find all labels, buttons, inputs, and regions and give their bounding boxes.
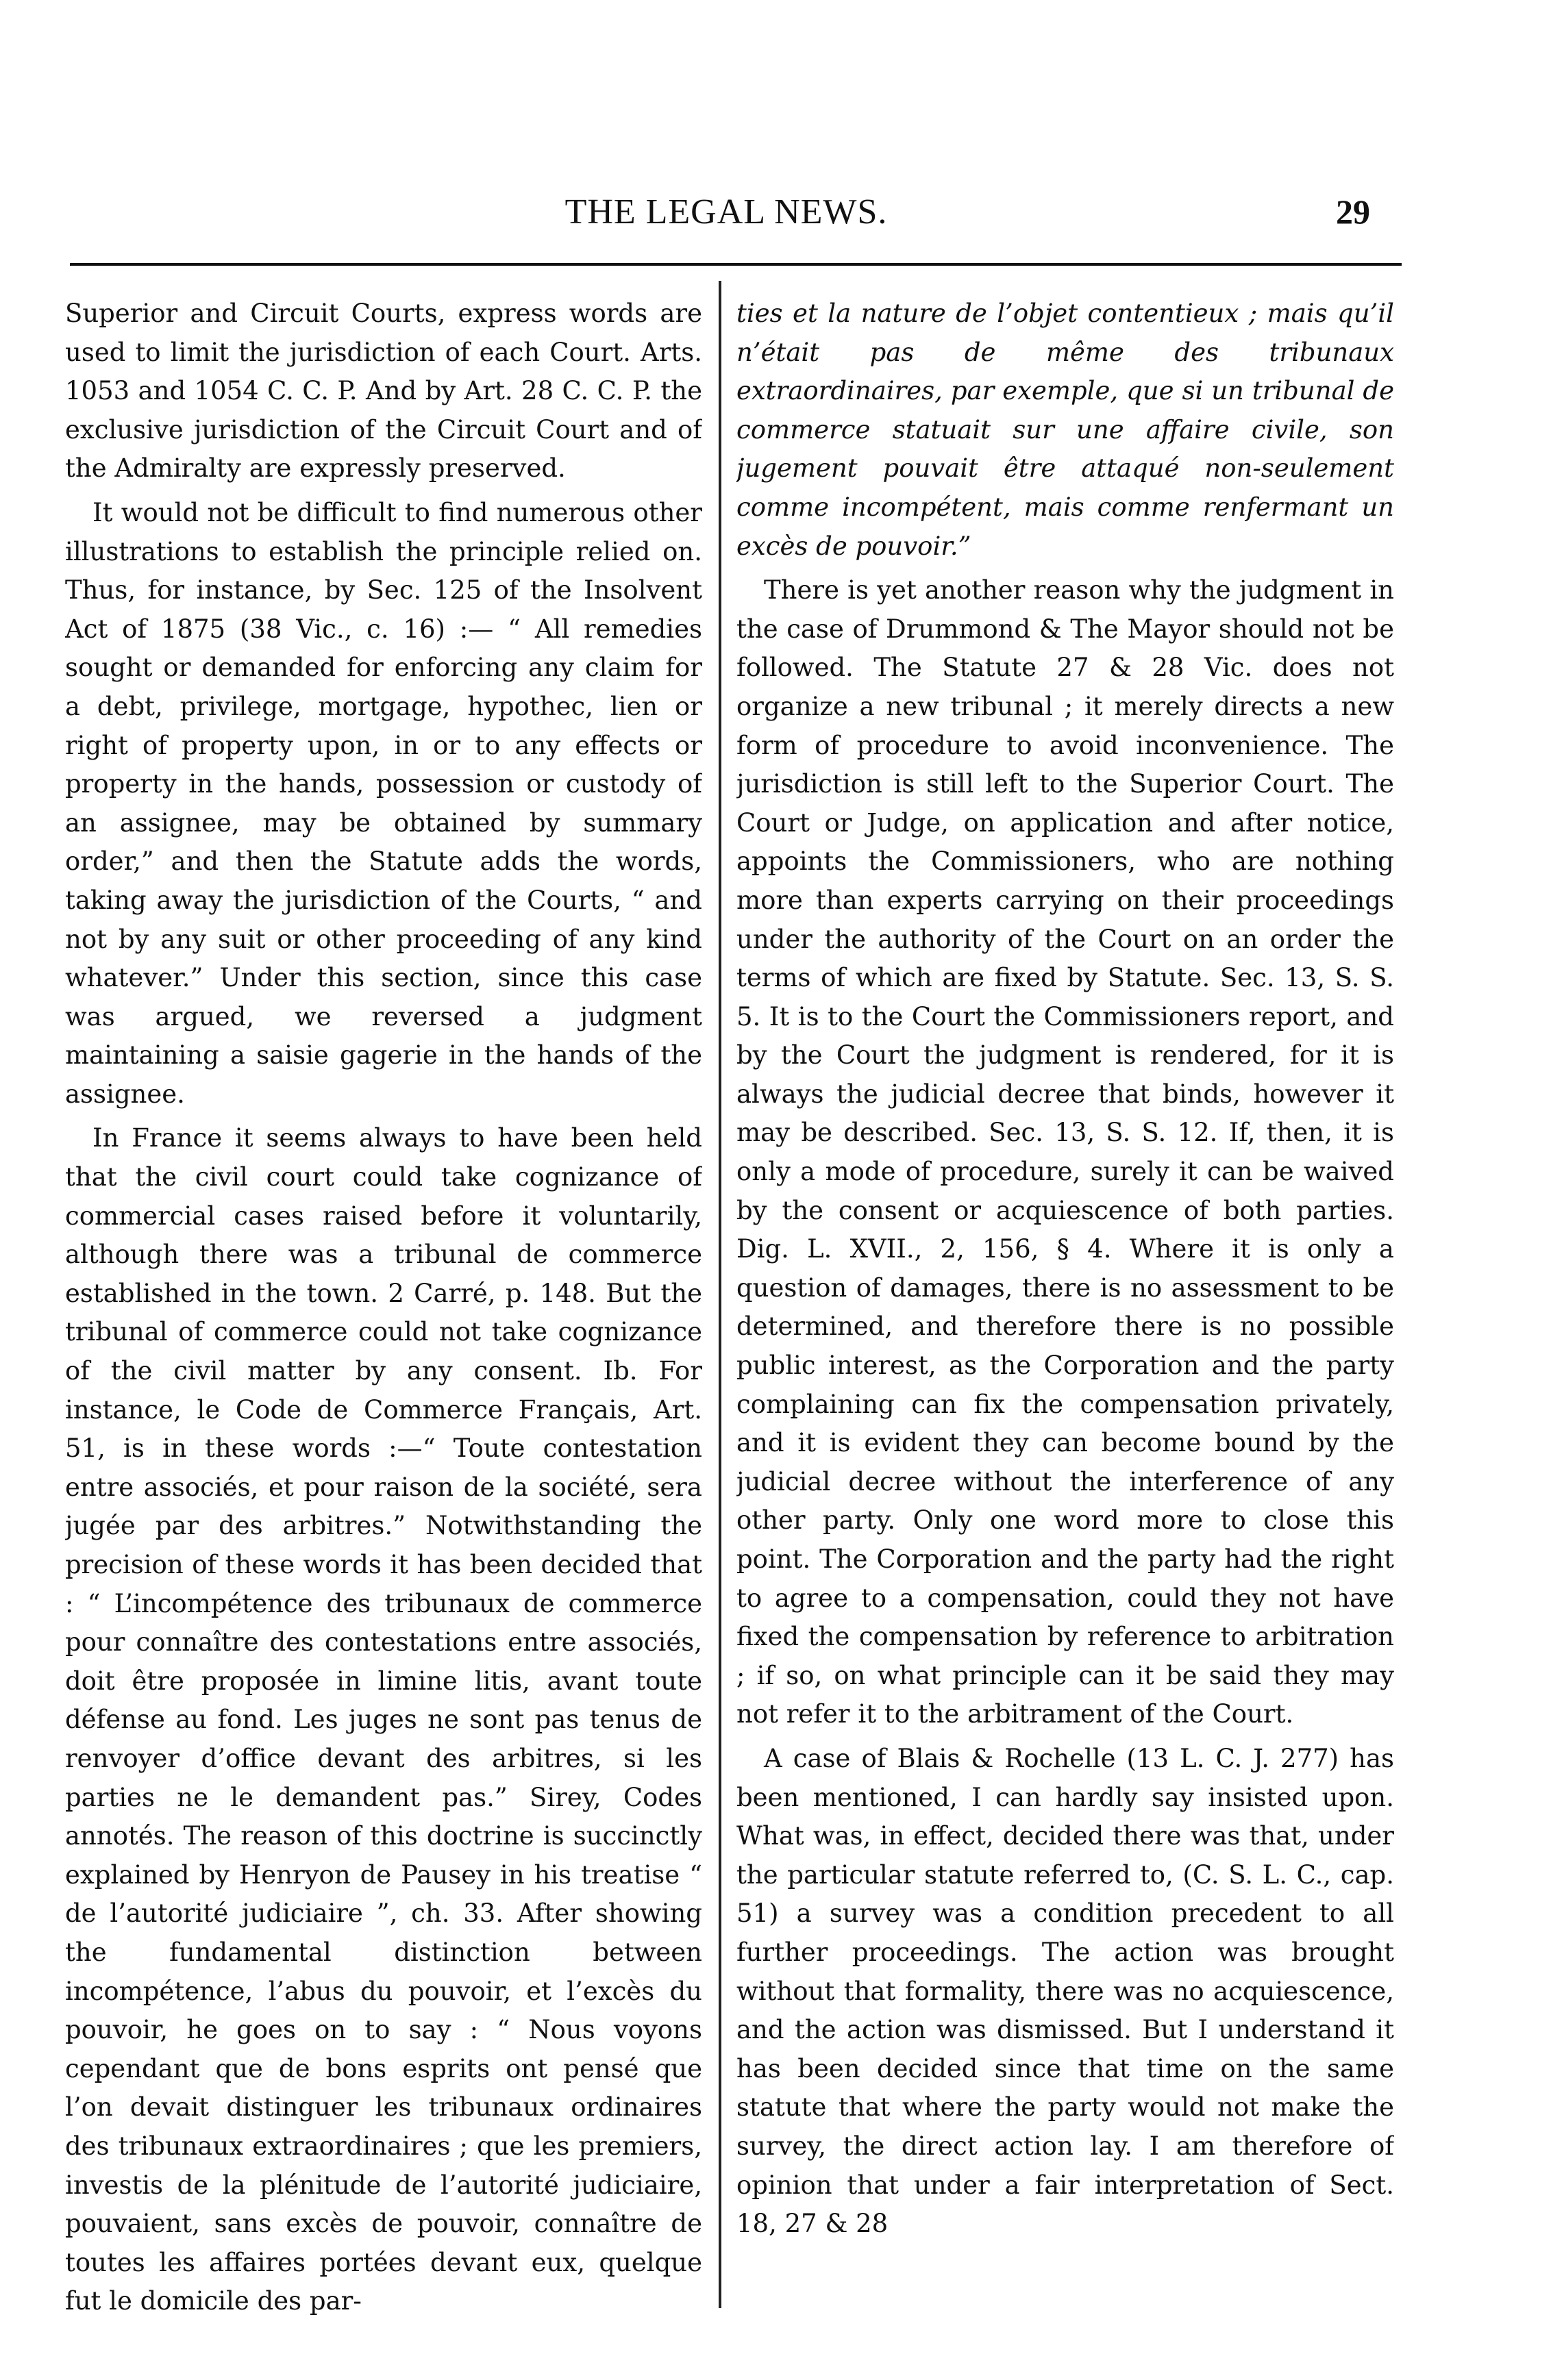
header-rule: [70, 263, 1402, 266]
paragraph: A case of Blais & Rochelle (13 L. C. J. 277) has been mentioned, I can hardly say insisted upon. What was, in effect, decided there was that, under the particular statute referred to, (C. S. L. C., cap. 51) a survey was a condition precedent to all further proceedings. The action was brought without that formality, there was no acquiescence, and the action was dismissed. But I understand it has been decided since that time on the same statute that where the party would not make the survey, the direct action lay. I am therefore of opinion that under a fair interpretation of Sect. 18, 27 & 28: [736, 1743, 1394, 2239]
running-title: THE LEGAL NEWS.: [564, 192, 888, 231]
paragraph: It would not be difficult to find numerous other illustrations to establish the principle relied on. Thus, for instance, by Sec. 125 of the Insolvent Act of 1875 (38 Vic., c. 16) :— “ All remedies sought or demanded for enforcing any claim for a debt, privilege, mortgage, hypothec, lien or right of property upon, in or to any effects or property in the hands, possession or custody of an assignee, may be obtained by summary order,” and then the Statute adds the words, taking away the jurisdiction of the Courts, “ and not by any suit or other proceeding of any kind whatever.” Under this section, since this case was argued, we reversed a judgment maintaining a saisie gagerie in the hands of the assignee.: [65, 497, 702, 1109]
page-header: [41, 171, 1411, 240]
right-column: [736, 295, 1394, 2322]
column-divider: [719, 281, 721, 2308]
page-number: 29: [1336, 192, 1370, 231]
paragraph: Superior and Circuit Courts, express words are used to limit the jurisdiction of each Court. Arts. 1053 and 1054 C. C. P. And by Art. 28 C. C. P. the exclusive jurisdiction of the Circuit Court and of the Admiralty are expressly preserved.: [65, 299, 702, 484]
paragraph: There is yet another reason why the judgment in the case of Drummond & The Mayor should not be followed. The Statute 27 & 28 Vic. does not organize a new tribunal ; it merely directs a new form of procedure to avoid inconvenience. The jurisdiction is still left to the Superior Court. The Court or Judge, on application and after notice, appoints the Commissioners, who are nothing more than experts carrying on their proceedings under the authority of the Court on an order the terms of which are fixed by Statute. Sec. 13, S. S. 5. It is to the Court the Commissioners report, and by the Court the judgment is rendered, for it is always the judicial decree that binds, however it may be described. Sec. 13, S. S. 12. If, then, it is only a mode of procedure, surely it can be waived by the consent or acquiescence of both parties. Dig. L. XVII., 2, 156, § 4. Where it is only a question of damages, there is no assessment to be determined, and therefore there is no possible public interest, as the Corporation and the party complaining can fix the compensation privately, and it is evident they can become bound by the judicial decree without the interference of any other party. Only one word more to close this point. The Corporation and the party had the right to agree to a compensation, could they not have fixed the compensation by reference to arbitration ; if so, on what principle can it be said they may not refer it to the arbitrament of the Court.: [736, 575, 1394, 1729]
paragraph: In France it seems always to have been held that the civil court could take cognizance of commercial cases raised before it voluntarily, although there was a tribunal de commerce established in the town. 2 Carré, p. 148. But the tribunal of commerce could not take cognizance of the civil matter by any consent. Ib. For instance, le Code de Commerce Français, Art. 51, is in these words :—“ Toute contestation entre associés, et pour raison de la société, sera jugée par des arbitres.” Notwithstanding the precision of these words it has been decided that : “ L’incompétence des tribunaux de commerce pour connaître des contestations entre associés, doit être proposée in limine litis, avant toute défense au fond. Les juges ne sont pas tenus de renvoyer d’office devant des arbitres, si les parties ne le demandent pas.” Sirey, Codes annotés. The reason of this doctrine is succinctly explained by Henryon de Pausey in his treatise “ de l’autorité judiciaire ”, ch. 33. After showing the fundamental distinction between incompétence, l’abus du pouvoir, et l’excès du pouvoir, he goes on to say : “ Nous voyons cependant que de bons esprits ont pensé que l’on devait distinguer les tribunaux ordinaires des tribunaux extraordinaires ; que les premiers, investis de la plénitude de l’autorité judiciaire, pouvaient, sans excès de pouvoir, connaître de toutes les affaires portées devant eux, quelque fut le domicile des par-: [65, 1123, 702, 2316]
paragraph: ties et la nature de l’objet contentieux ; mais qu’il n’était pas de même des tribunaux extraordinaires, par exemple, que si un tribunal de commerce statuait sur une affaire civile, son jugement pouvait être attaqué non-seulement comme incompétent, mais comme renfermant un excès de pouvoir.”: [736, 299, 1394, 561]
left-column: [65, 295, 702, 2322]
